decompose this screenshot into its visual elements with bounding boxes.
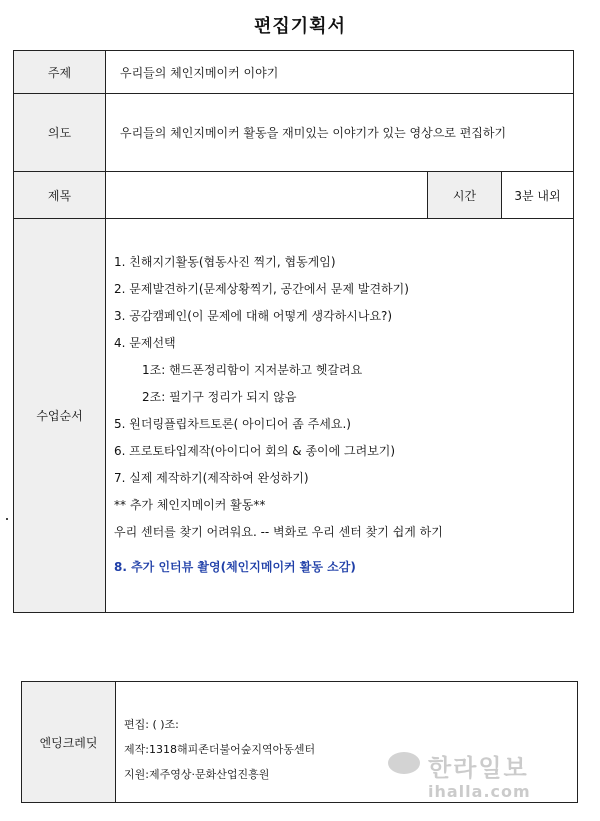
time-value: 3분 내외	[514, 188, 561, 203]
step-item: 2. 문제발견하기(문제상황찍기, 공간에서 문제 발견하기)	[114, 282, 409, 296]
watermark-name: 한라일보	[428, 754, 529, 782]
credit-line: 제작:1318해피존더불어숲지역아동센터	[124, 743, 316, 756]
curriculum-label: 수업순서	[14, 219, 106, 612]
planning-table	[13, 50, 574, 613]
intent-row	[14, 94, 573, 172]
subject-row	[14, 172, 573, 219]
subject-label: 제목	[14, 172, 106, 218]
credits-lines	[124, 712, 315, 787]
curriculum-row	[14, 219, 573, 612]
extra-activity-note: 우리 센터를 찾기 어려워요. -- 벽화로 우리 센터 찾기 쉽게 하기	[114, 525, 443, 539]
step-subitem: 1조: 핸드폰정리함이 지저분하고 헷갈려요	[142, 363, 363, 377]
credits-label: 엔딩크레딧	[22, 682, 116, 802]
credit-line: 지원:제주영상·문화산업진흥원	[124, 768, 270, 781]
step-item: 4. 문제선택	[114, 336, 176, 350]
margin-dot	[6, 518, 8, 520]
step-subitem: 2조: 필기구 정리가 되지 않음	[142, 390, 297, 404]
watermark-url: ihalla.com	[428, 782, 531, 801]
topic-value: 우리들의 체인지메이커 이야기	[120, 65, 279, 80]
halla-logo-icon	[388, 752, 420, 774]
step-item: 5. 원더링플립차트토론( 아이디어 좀 주세요.)	[114, 417, 351, 431]
credit-line: 편집: ( )조:	[124, 718, 179, 731]
intent-label: 의도	[14, 94, 106, 171]
time-label: 시간	[427, 172, 502, 218]
step-item-highlighted: 8. 추가 인터뷰 촬영(체인지메이커 활동 소감)	[114, 560, 356, 574]
topic-label: 주제	[14, 51, 106, 93]
intent-value: 우리들의 체인지메이커 활동을 재미있는 이야기가 있는 영상으로 편집하기	[120, 126, 507, 140]
step-item: 1. 친해지기활동(협동사진 찍기, 협동게임)	[114, 255, 336, 269]
extra-activity-heading: ** 추가 체인지메이커 활동**	[114, 498, 266, 512]
newspaper-watermark	[388, 748, 588, 808]
topic-row	[14, 51, 573, 94]
curriculum-steps	[106, 219, 573, 612]
step-item: 7. 실제 제작하기(제작하여 완성하기)	[114, 471, 309, 485]
step-item: 3. 공감캠페인(이 문제에 대해 어떻게 생각하시나요?)	[114, 309, 393, 323]
step-item: 6. 프로토타입제작(아이디어 회의 & 종이에 그려보기)	[114, 444, 396, 458]
document-title: 편집기획서	[254, 16, 346, 37]
